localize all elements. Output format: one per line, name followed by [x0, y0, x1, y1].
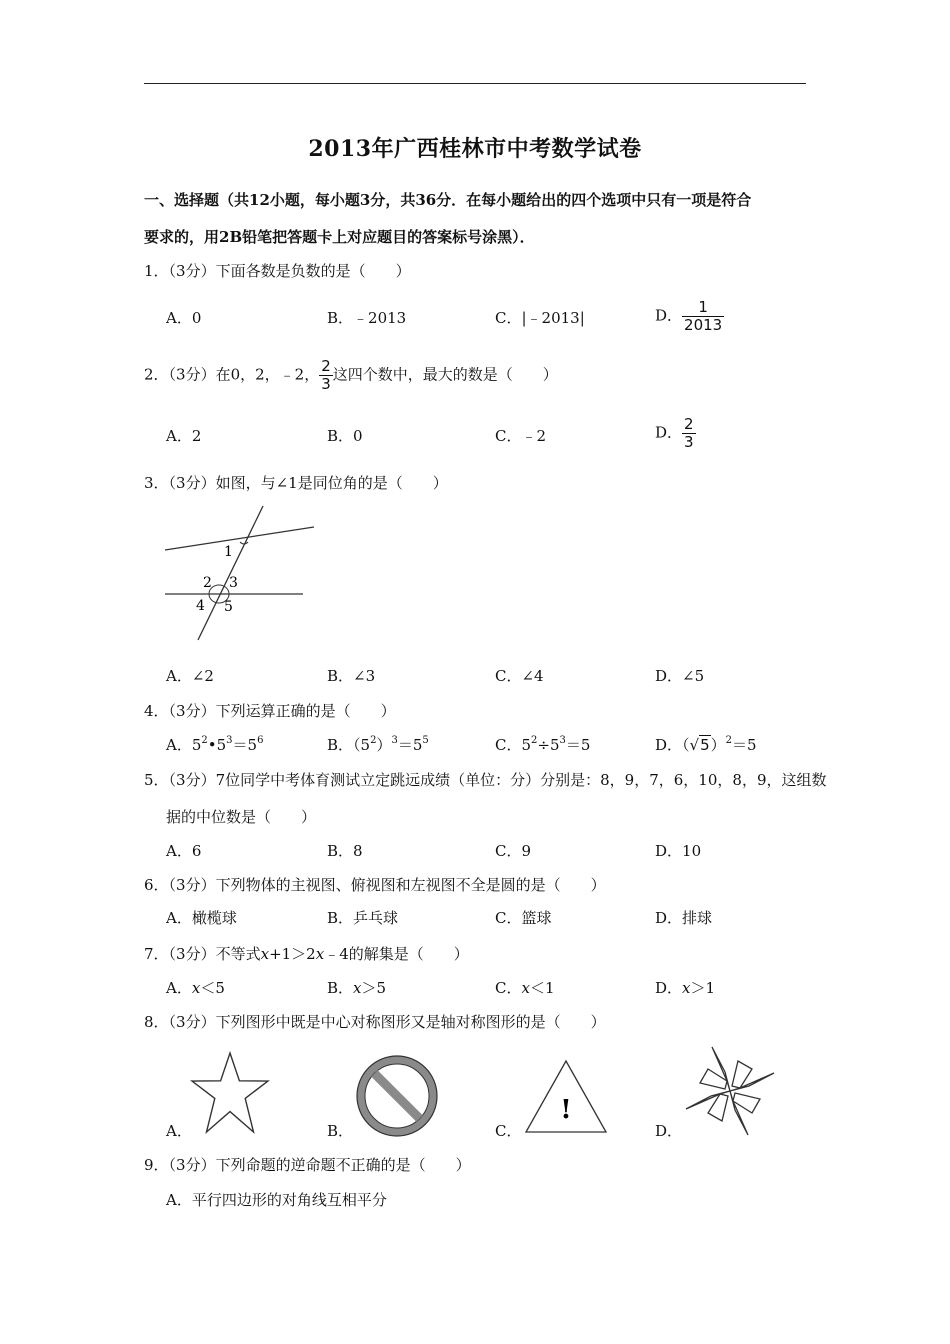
q7-option-b[interactable] — [327, 978, 386, 998]
fraction-numerator: 2 — [321, 357, 331, 375]
q1-option-b[interactable]: B．﹣2013 — [327, 309, 407, 327]
q7-option-c[interactable] — [495, 978, 555, 998]
angle-label-1: 1 — [224, 544, 233, 560]
q3-option-d[interactable]: D．∠5 — [655, 667, 705, 685]
paren: ） — [376, 736, 392, 754]
variable-x: x — [682, 979, 691, 997]
q2-fraction — [319, 358, 333, 393]
q8-option-b[interactable]: B． — [327, 1122, 354, 1140]
q1-option-d-label: D． — [655, 306, 683, 325]
paren: ） — [710, 736, 726, 754]
option-label: A． — [166, 736, 192, 754]
question-3: 3．（3分）如图，与∠1是同位角的是（ ） — [144, 474, 448, 492]
option-label: A． — [166, 979, 192, 997]
result: ＝5 — [232, 736, 258, 754]
q6-option-a[interactable]: A．橄榄球 — [166, 909, 237, 927]
variable-x: x — [315, 945, 325, 963]
q3-option-c[interactable]: C．∠4 — [495, 667, 544, 685]
q2-option-d[interactable] — [655, 416, 696, 451]
q2-prefix: 2．（3分）在0，2，﹣2， — [144, 365, 320, 384]
variable-x: x — [521, 979, 530, 997]
q2-suffix: 这四个数中，最大的数是（ ） — [332, 365, 558, 384]
exclamation-symbol: ! — [560, 1095, 572, 1125]
exponent: 3 — [391, 735, 398, 746]
question-2 — [144, 358, 558, 393]
operator: ÷5 — [537, 736, 560, 754]
q7-text: +1＞2 — [269, 945, 316, 963]
inequality: ＜1 — [529, 979, 555, 997]
option-label: B． — [327, 736, 354, 754]
page-title: 2013年广西桂林市中考数学试卷 — [308, 136, 642, 162]
q8-option-c[interactable]: C． — [495, 1122, 522, 1140]
question-5-line-1: 5．（3分）7位同学中考体育测试立定跳远成绩（单位：分）分别是：8，9，7，6，10，8，9，这组数 — [144, 771, 827, 789]
angle-label-5: 5 — [224, 599, 233, 615]
q6-option-b[interactable]: B．乒乓球 — [327, 909, 399, 927]
q2-option-c[interactable]: C．﹣2 — [495, 427, 547, 445]
result: ＝5 — [732, 736, 757, 754]
result: ＝5 — [565, 736, 591, 754]
variable-x: x — [260, 945, 270, 963]
angle-label-3: 3 — [229, 575, 238, 591]
question-5-line-2: 据的中位数是（ ） — [166, 808, 317, 826]
q3-angle-figure — [160, 500, 320, 645]
section-heading-line-2: 要求的，用2B铅笔把答题卡上对应题目的答案标号涂黑）． — [144, 228, 535, 246]
q7-text: ﹣4的解集是（ ） — [324, 945, 469, 963]
q4-option-a[interactable] — [166, 735, 263, 755]
warning-triangle-icon — [523, 1058, 609, 1136]
question-6: 6．（3分）下列物体的主视图、俯视图和左视图不全是圆的是（ ） — [144, 876, 606, 894]
angle-label-2: 2 — [203, 575, 212, 591]
exponent: 6 — [257, 735, 264, 746]
base: （5 — [353, 736, 371, 754]
q1-option-d[interactable] — [655, 299, 724, 334]
inequality: ＜5 — [200, 979, 225, 997]
transversal-line — [198, 506, 263, 640]
q4-option-c[interactable] — [495, 735, 590, 755]
prohibition-sign-icon — [354, 1053, 440, 1139]
option-label: C． — [495, 979, 522, 997]
q1-option-a[interactable]: A．0 — [166, 309, 202, 327]
exponent: 2 — [725, 735, 733, 746]
q7-option-d[interactable] — [655, 978, 715, 998]
fraction-denominator: 3 — [321, 375, 331, 393]
exponent: 2 — [370, 735, 377, 746]
result: ＝5 — [397, 736, 423, 754]
q3-option-b[interactable]: B．∠3 — [327, 667, 376, 685]
q4-option-b[interactable] — [327, 735, 429, 755]
q8-option-a[interactable]: A． — [166, 1122, 192, 1140]
angle-label-4: 4 — [196, 598, 205, 614]
question-9: 9．（3分）下列命题的逆命题不正确的是（ ） — [144, 1156, 471, 1174]
question-4: 4．（3分）下列运算正确的是（ ） — [144, 702, 396, 720]
fraction-numerator: 2 — [684, 415, 694, 433]
exponent: 3 — [559, 735, 566, 746]
q5-option-a[interactable]: A．6 — [166, 842, 202, 860]
exponent: 2 — [531, 735, 538, 746]
fraction-denominator: 3 — [684, 433, 694, 451]
exponent: 3 — [226, 735, 233, 746]
q9-option-a[interactable]: A．平行四边形的对角线互相平分 — [166, 1191, 387, 1209]
pinwheel-figure-icon — [682, 1043, 778, 1139]
header-rule — [144, 83, 806, 84]
base: 5 — [191, 736, 202, 754]
inequality: ＞1 — [690, 979, 716, 997]
q3-option-a[interactable]: A．∠2 — [166, 667, 214, 685]
question-8: 8．（3分）下列图形中既是中心对称图形又是轴对称图形的是（ ） — [144, 1013, 606, 1031]
q6-option-d[interactable]: D．排球 — [655, 909, 713, 927]
question-7 — [144, 944, 469, 964]
upper-line — [165, 527, 314, 550]
q2-option-d-fraction — [682, 416, 696, 451]
option-label: C． — [495, 736, 522, 754]
inequality: ＞5 — [361, 979, 387, 997]
option-label: B． — [327, 979, 354, 997]
sqrt-symbol: √5 — [689, 736, 710, 754]
q2-option-a[interactable]: A．2 — [166, 427, 202, 445]
operator: •5 — [207, 736, 227, 754]
radicand: 5 — [700, 736, 710, 754]
section-heading-line-1: 一、选择题（共12小题，每小题3分，共36分．在每小题给出的四个选项中只有一项是符合 — [144, 191, 752, 209]
q1-option-c[interactable]: C．|﹣2013| — [495, 309, 585, 327]
q1-option-d-fraction — [682, 299, 724, 334]
q7-option-a[interactable] — [166, 978, 225, 998]
q5-option-c[interactable]: C．9 — [495, 842, 532, 860]
exponent: 5 — [422, 735, 429, 746]
base: 5 — [521, 736, 532, 754]
fraction-numerator: 1 — [698, 298, 708, 316]
fraction-denominator: 2013 — [684, 316, 723, 334]
q4-option-d[interactable] — [655, 735, 757, 755]
q5-option-b[interactable]: B．8 — [327, 842, 363, 860]
question-1: 1．（3分）下面各数是负数的是（ ） — [144, 262, 411, 280]
star-figure-icon — [190, 1050, 270, 1135]
angle-1-arc — [240, 542, 248, 544]
exponent: 2 — [201, 735, 208, 746]
q2-option-b[interactable]: B．0 — [327, 427, 363, 445]
variable-x: x — [353, 979, 362, 997]
paren: （ — [682, 736, 690, 754]
q6-option-c[interactable]: C．篮球 — [495, 909, 552, 927]
q7-text: 7．（3分）不等式 — [144, 945, 261, 963]
q5-option-d[interactable]: D．10 — [655, 842, 702, 860]
option-label: D． — [655, 979, 683, 997]
variable-x: x — [191, 979, 201, 997]
q2-option-d-label: D． — [655, 423, 683, 442]
q8-option-d[interactable]: D． — [655, 1122, 683, 1140]
option-label: D． — [655, 736, 683, 754]
